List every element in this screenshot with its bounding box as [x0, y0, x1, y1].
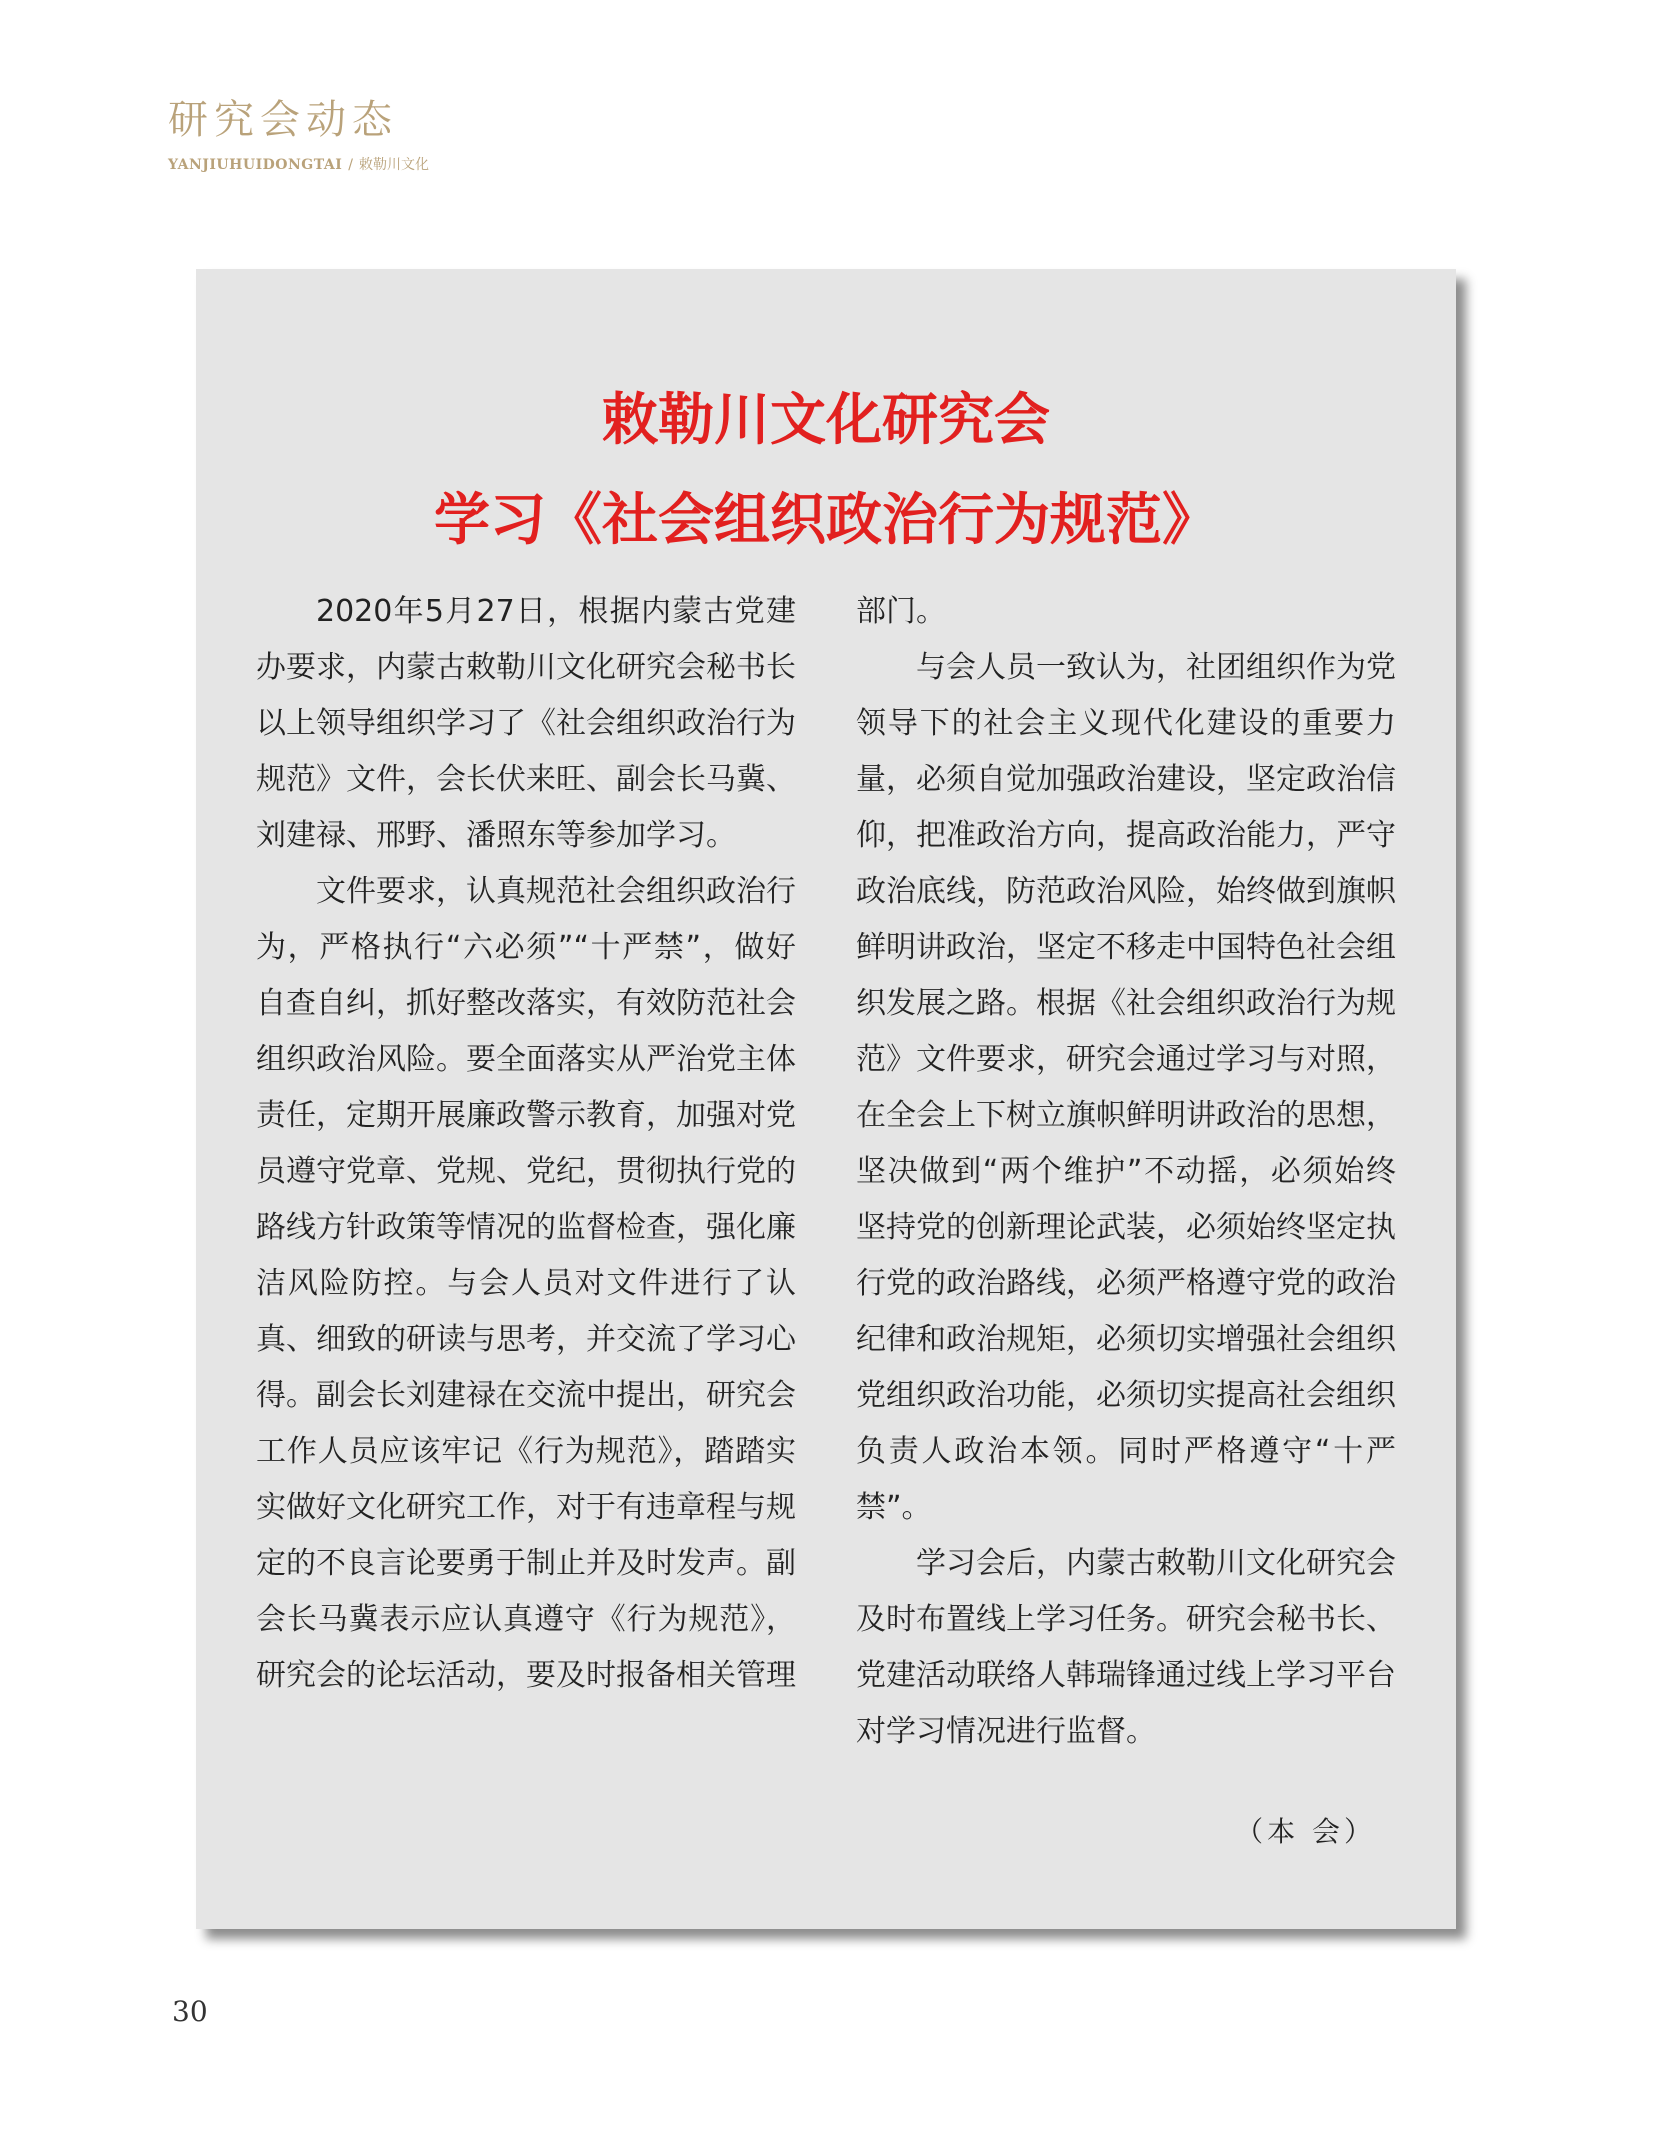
section-header: [168, 97, 429, 174]
page-number: 30: [172, 1995, 208, 2028]
article-paragraph-continued: 部门。: [856, 594, 946, 629]
article-signature: （本 会）: [1235, 1815, 1376, 1848]
section-subtitle: [168, 154, 429, 174]
article-box: [196, 269, 1456, 1929]
article-paragraph: 学习会后，内蒙古敕勒川文化研究会及时布置线上学习任务。研究会秘书长、党建活动联络人韩瑞锋通过线上学习平台对学习情况进行监督。: [856, 1546, 1396, 1749]
article-title-line1: 敕勒川文化研究会: [602, 388, 1050, 453]
article-column-right: [856, 584, 1396, 1760]
section-subtitle-en: YANJIUHUIDONGTAI: [168, 157, 343, 173]
article-title: [196, 371, 1456, 571]
section-separator: /: [348, 157, 353, 173]
article-paragraph: 与会人员一致认为，社团组织作为党领导下的社会主义现代化建设的重要力量，必须自觉加强政治建设，坚定政治信仰，把准政治方向，提高政治能力，严守政治底线，防范政治风险，始终做到旗帜鲜明讲政治，坚定不移走中国特色社会组织发展之路。根据《社会组织政治行为规范》文件要求，研究会通过学习与对照，在全会上下树立旗帜鲜明讲政治的思想，坚决做到“两个维护”不动摇，必须始终坚持党的创新理论武装，必须始终坚定执行党的政治路线，必须严格遵守党的政治纪律和政治规矩，必须切实增强社会组织党组织政治功能，必须切实提高社会组织负责人政治本领。同时严格遵守“十严禁”。: [856, 650, 1396, 1525]
article-paragraph: 2020年5月27日，根据内蒙古党建办要求，内蒙古敕勒川文化研究会秘书长以上领导组织学习了《社会组织政治行为规范》文件，会长伏来旺、副会长马冀、刘建禄、邢野、潘照东等参加学习。: [256, 594, 796, 853]
article-paragraph: 文件要求，认真规范社会组织政治行为，严格执行“六必须”“十严禁”，做好自查自纠，抓好整改落实，有效防范社会组织政治风险。要全面落实从严治党主体责任，定期开展廉政警示教育，加强对党员遵守党章、党规、党纪，贯彻执行党的路线方针政策等情况的监督检查，强化廉洁风险防控。与会人员对文件进行了认真、细致的研读与思考，并交流了学习心得。副会长刘建禄在交流中提出，研究会工作人员应该牢记《行为规范》，踏踏实实做好文化研究工作，对于有违章程与规定的不良言论要勇于制止并及时发声。副会长马冀表示应认真遵守《行为规范》，研究会的论坛活动，要及时报备相关管理: [256, 874, 796, 1693]
section-title: 研究会动态: [168, 97, 398, 143]
section-subtitle-cn: 敕勒川文化: [359, 157, 429, 173]
article-column-left: [256, 584, 796, 1704]
article-title-line2: 学习《社会组织政治行为规范》: [434, 488, 1218, 553]
